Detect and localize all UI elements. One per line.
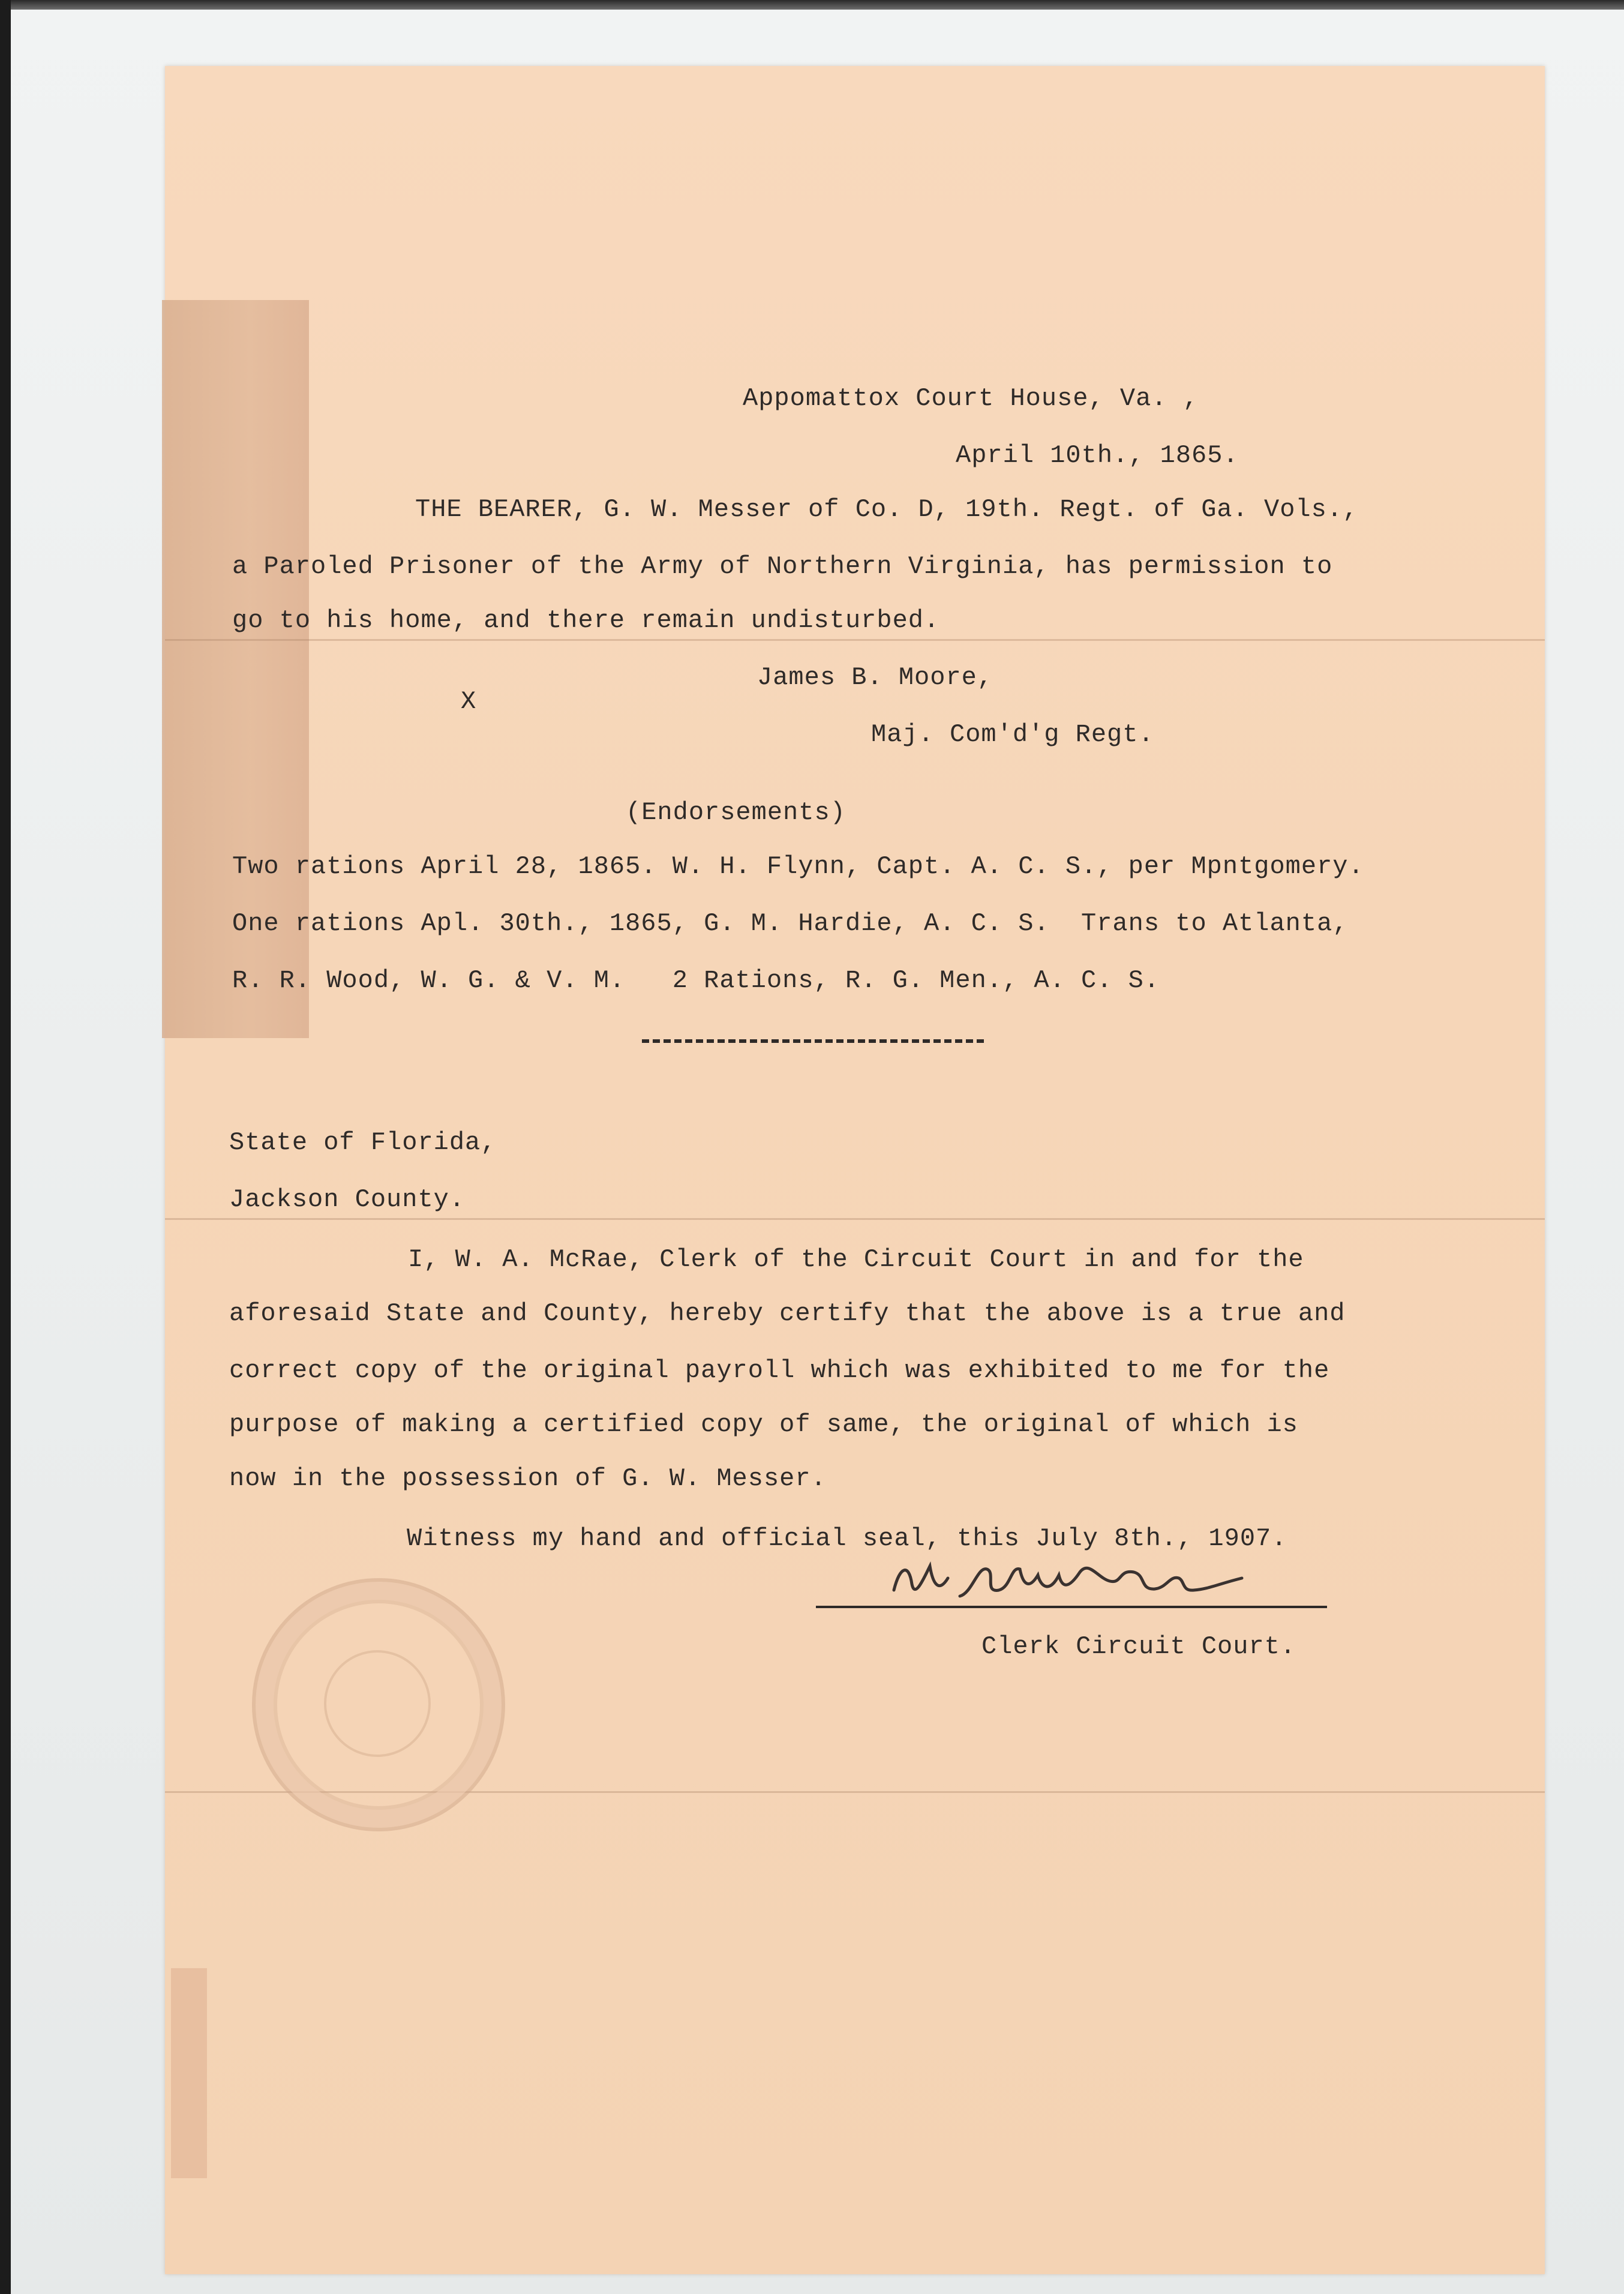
officer-name: James B. Moore,	[757, 663, 993, 692]
date-line: April 10th., 1865.	[956, 441, 1239, 470]
officer-rank: Maj. Com'd'g Regt.	[871, 720, 1154, 749]
embossed-seal-center	[324, 1650, 431, 1757]
fold-crease	[165, 639, 1545, 641]
handwritten-signature	[882, 1542, 1290, 1608]
witness-line: Witness my hand and official seal, this July 8th., 1907.	[407, 1524, 1287, 1553]
repair-tape-lower	[171, 1968, 207, 2178]
certification-line-5: now in the possession of G. W. Messer.	[229, 1464, 827, 1493]
fold-crease	[165, 1218, 1545, 1220]
certification-line-2: aforesaid State and County, hereby certify that the above is a true and	[229, 1299, 1346, 1328]
bearer-line-2: a Paroled Prisoner of the Army of Northern Virginia, has permission to	[232, 552, 1333, 581]
county-line: Jackson County.	[229, 1185, 466, 1214]
certification-line-1: I, W. A. McRae, Clerk of the Circuit Court in and for the	[408, 1245, 1304, 1274]
endorsements-heading: (Endorsements)	[626, 798, 846, 827]
signature-line	[816, 1606, 1327, 1608]
certification-line-4: purpose of making a certified copy of same, the original of which is	[229, 1410, 1298, 1439]
endorsement-line-3: R. R. Wood, W. G. & V. M. 2 Rations, R. G. Men., A. C. S.	[232, 966, 1160, 995]
endorsement-line-1: Two rations April 28, 1865. W. H. Flynn, Capt. A. C. S., per Mpntgomery.	[232, 852, 1364, 881]
scan-edge-left	[0, 0, 11, 2294]
place-line: Appomattox Court House, Va. ,	[743, 384, 1199, 413]
signer-title: Clerk Circuit Court.	[981, 1632, 1296, 1661]
section-divider	[642, 1039, 984, 1043]
mark-x: X	[461, 687, 477, 716]
certification-line-3: correct copy of the original payroll which was exhibited to me for the	[229, 1356, 1330, 1385]
state-line: State of Florida,	[229, 1128, 497, 1157]
scan-edge-top	[0, 0, 1624, 10]
endorsement-line-2: One rations Apl. 30th., 1865, G. M. Hardie, A. C. S. Trans to Atlanta,	[232, 909, 1349, 938]
bearer-line-1: THE BEARER, G. W. Messer of Co. D, 19th. Regt. of Ga. Vols.,	[415, 495, 1359, 524]
bearer-line-3: go to his home, and there remain undisturbed.	[232, 606, 940, 635]
